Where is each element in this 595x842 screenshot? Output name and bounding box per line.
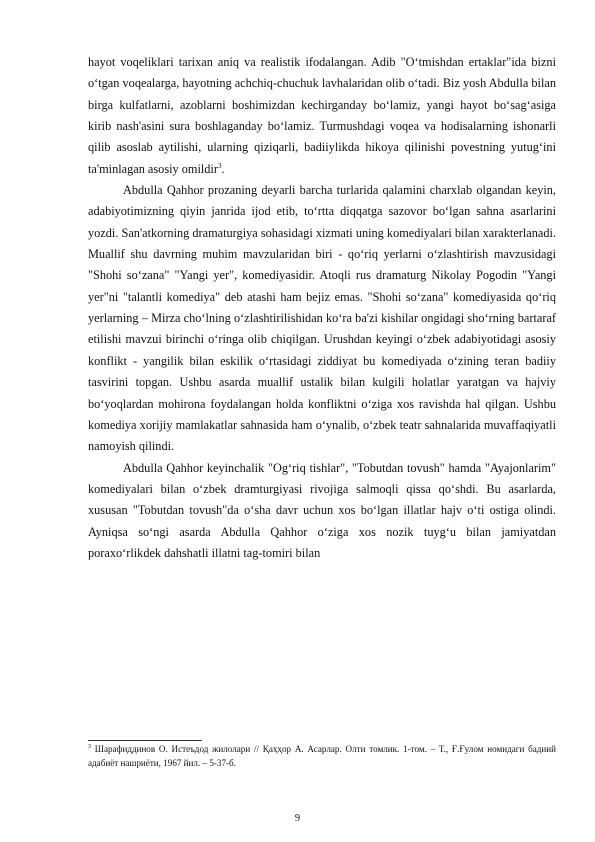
- footnote-text: Шарафиддинов О. Истеъдод жилолари // Қаҳҳор А. Асарлар. Олти томлик. 1-том. – Т., Ғ.Ғулом номидаги бадиий адабиёт нашриёти, 1967 йил. – 5-37-б.: [88, 744, 556, 768]
- paragraph-1-tail: .: [221, 161, 225, 176]
- paragraph-1-text: hayot voqeliklari tarixan aniq va realistik ifodalangan. Adib "O‘tmishdan ertaklar"ida bizni o‘tgan voqealarga, hayotning achchiq-chuchuk lavhalaridan olib o‘tadi. Biz yosh Abdulla bilan birga kulfatlarni, azoblarni boshimizdan kechirganday bo‘lamiz, yangi hayot bo‘sag‘asiga kirib nash'asini sura boshlaganday bo‘lamiz. Turmushdagi voqea va hodisalarning ishonarli qilib asoslab aytilishi, ularning qiziqarli, badiiylikda hikoya qilinishi povestning yutug‘ini ta'minlagan asosiy omildir: [88, 55, 556, 176]
- footnote-reference: 3: [217, 161, 222, 170]
- page-number: 9: [294, 813, 301, 824]
- paragraph-2: Abdulla Qahhor prozaning deyarli barcha turlarida qalamini charxlab olgandan keyin, adabiyotimizning qiyin janrida ijod etib, to‘rtta diqqatga sazovor bo‘lgan sahna asarlarini yozdi. San'atkorning dramaturgiya sohasidagi xizmati uning komediyalari bilan xarakterlanadi. Muallif shu davrning muhim mavzularidan biri - qo‘riq yerlarni o‘zlashtirish mavzusidagi "Shohi so‘zana" "Yangi yer", komediyasidir. Atoqli rus dramaturg Nikolay Pogodin "Yangi yer"ni "talantli komediya" deb atashi ham bejiz emas. "Shohi so‘zana" komediyasida qo‘riq yerlarning – Mirza cho‘lning o‘zlashtirilishidan ko‘ra ba'zi kishilar ongidagi sho‘rning bartaraf etilishi mavzui birinchi o‘ringa olib chiqilgan. Urushdan keyingi o‘zbek adabiyotidagi asosiy konflikt - yangilik bilan eskilik o‘rtasidagi ziddiyat bu komediyada o‘zining teran badiiy tasvirini topgan. Ushbu asarda muallif ustalik bilan kulgili holatlar yaratgan va hajviy bo‘yoqlardan mohirona foydalangan holda konfliktni o‘ziga xos ravishda hal qilgan. Ushbu komediya xorijiy mamlakatlar sahnasida ham o‘ynalib, o‘zbek teatr sahnalarida muvaffaqiyatli namoyish qilindi.: [88, 183, 556, 454]
- paragraph-1: [88, 52, 556, 180]
- footnote: [88, 743, 556, 770]
- main-text: [88, 52, 556, 564]
- footnote-number: 3: [88, 743, 91, 750]
- footnote-separator: [88, 740, 202, 741]
- paragraph-3: Abdulla Qahhor keyinchalik "Og‘riq tishlar", "Tobutdan tovush" hamda "Ayajonlarim" komediyalari bilan o‘zbek dramturgiyasi rivojiga salmoqli qissa qo‘shdi. Bu asarlarda, xususan "Tobutdan tovush"da o‘sha davr uchun xos bo‘lgan illatlar hajv o‘ti ostiga olindi. Ayniqsa so‘ngi asarda Abdulla Qahhor o‘ziga xos nozik tuyg‘u bilan jamiyatdan poraxo‘rlikdek dahshatli illatni tag-tomiri bilan: [88, 460, 556, 560]
